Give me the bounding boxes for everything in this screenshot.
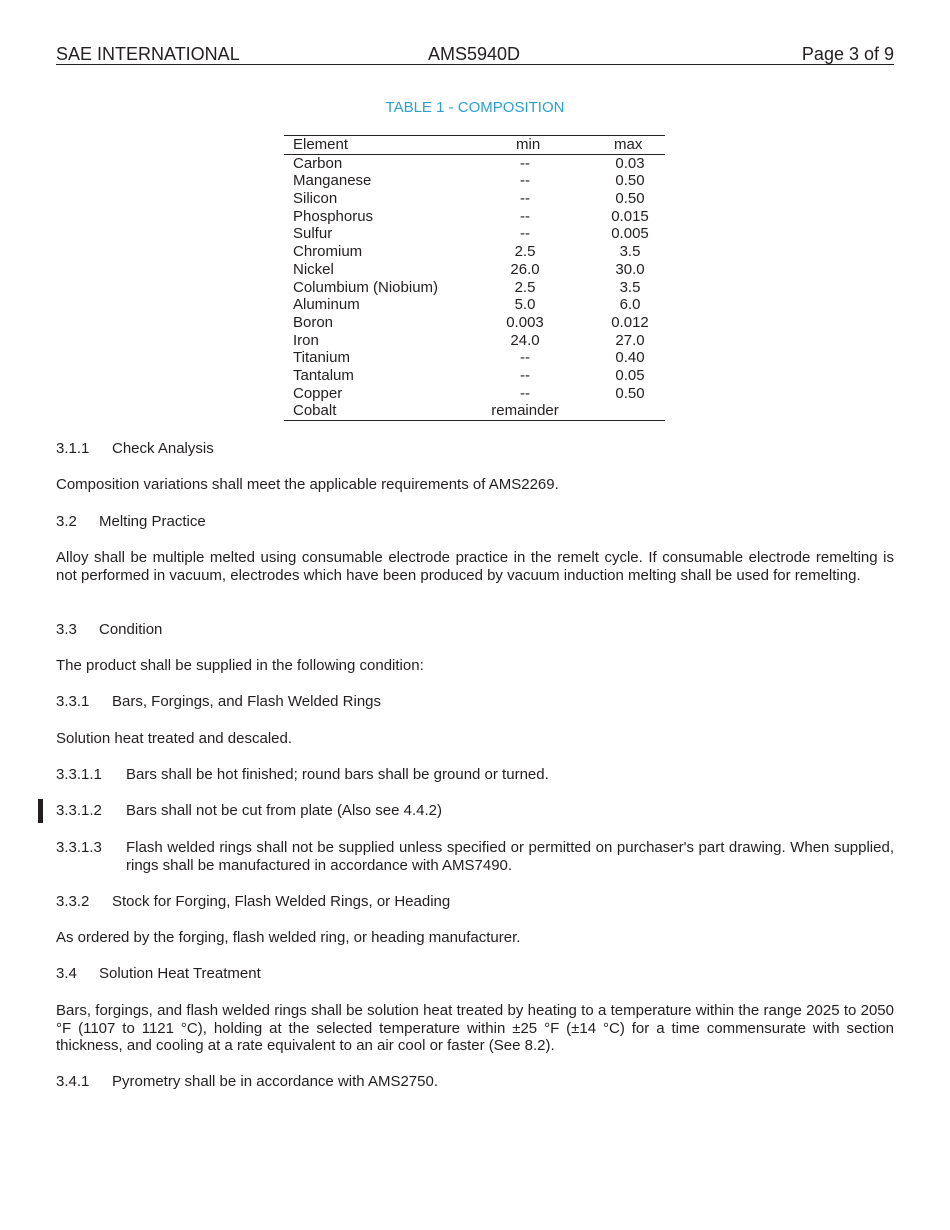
header-page-number: Page 3 of 9: [801, 44, 894, 64]
section-title: Solution Heat Treatment: [99, 965, 261, 982]
section-3-3-1-3: [56, 839, 894, 875]
cell-element: Aluminum: [293, 296, 360, 314]
section-3-3-1-2: [56, 802, 894, 820]
cell-max: 0.50: [615, 172, 645, 190]
table-row: [284, 385, 665, 403]
section-title: Bars, Forgings, and Flash Welded Rings: [112, 693, 382, 710]
cell-element: Sulfur: [293, 225, 333, 243]
section-title: Condition: [99, 621, 163, 638]
table-row: [284, 225, 665, 243]
section-3-3-heading: [56, 621, 894, 639]
cell-element: Manganese: [293, 172, 372, 190]
paragraph-3-4: Bars, forgings, and flash welded rings shall be solution heat treated by heating to a temperature within the range 2025 to 2050 °F (1107 to 1121 °C), holding at the selected temperature within ±25 °F (±14 °C) for a time commensurate with section thickness, and cooling at a rate equivalent to an air cool or faster (See 8.2).: [56, 1002, 894, 1055]
section-3-3-1-heading: [56, 693, 894, 711]
cell-min: 2.5: [514, 243, 536, 261]
table-row: [284, 190, 665, 208]
column-header-max: max: [614, 136, 643, 153]
cell-min: --: [520, 154, 530, 172]
cell-max: 0.05: [615, 366, 645, 384]
cell-min: 0.003: [506, 313, 544, 331]
cell-element: Cobalt: [293, 402, 337, 420]
page-header: [56, 44, 894, 65]
cell-min: 5.0: [514, 296, 536, 314]
paragraph-3-3-1: Solution heat treated and descaled.: [56, 730, 293, 747]
section-3-3-2-heading: [56, 893, 894, 911]
section-3-4-heading: [56, 965, 894, 983]
revision-change-bar: [38, 799, 43, 823]
section-text: Flash welded rings shall not be supplied unless specified or permitted on purchaser's part drawing. When supplied, rings shall be manufactured in accordance with AMS7490.: [126, 839, 894, 874]
cell-min: --: [520, 349, 530, 367]
header-organization: SAE INTERNATIONAL: [56, 44, 240, 64]
column-header-min: min: [516, 136, 541, 153]
header-document-number: AMS5940D: [428, 44, 521, 64]
section-3-2-heading: [56, 513, 894, 531]
table-row: [284, 172, 665, 190]
cell-element: Titanium: [293, 349, 350, 367]
section-title: Stock for Forging, Flash Welded Rings, or Heading: [112, 893, 451, 910]
cell-min: remainder: [491, 402, 559, 420]
section-number: 3.3.1: [56, 693, 90, 710]
table-row: [284, 349, 665, 367]
paragraph-3-3: The product shall be supplied in the following condition:: [56, 657, 424, 674]
table-row: [284, 314, 665, 332]
table-row: [284, 402, 665, 420]
section-number: 3.2: [56, 513, 77, 530]
section-number: 3.4: [56, 965, 77, 982]
composition-table: [284, 135, 665, 421]
paragraph-3-2: Alloy shall be multiple melted using consumable electrode practice in the remelt cycle. If consumable electrode remelting is not performed in vacuum, electrodes which have been produced by vacuum induction melting shall be used for remelting.: [56, 549, 894, 584]
cell-min: 26.0: [510, 260, 540, 278]
paragraph-3-3-2: As ordered by the forging, flash welded ring, or heading manufacturer.: [56, 929, 521, 946]
cell-min: --: [520, 384, 530, 402]
cell-min: --: [520, 190, 530, 208]
section-3-3-1-1: [56, 766, 894, 784]
cell-max: 6.0: [619, 296, 641, 314]
section-number: 3.3.1.2: [56, 802, 102, 819]
table-row: [284, 332, 665, 350]
section-number: 3.1.1: [56, 440, 90, 457]
cell-element: Carbon: [293, 154, 343, 172]
section-number: 3.3.1.1: [56, 766, 102, 783]
cell-min: --: [520, 225, 530, 243]
section-title: Check Analysis: [112, 440, 214, 457]
cell-max: 0.50: [615, 190, 645, 208]
section-text: Bars shall be hot finished; round bars shall be ground or turned.: [126, 766, 549, 783]
cell-min: 24.0: [510, 331, 540, 349]
cell-element: Phosphorus: [293, 207, 374, 225]
column-header-element: Element: [293, 136, 349, 153]
cell-max: 0.40: [615, 349, 645, 367]
cell-max: 0.50: [615, 384, 645, 402]
cell-min: --: [520, 207, 530, 225]
cell-max: 0.005: [611, 225, 649, 243]
table-body: [284, 155, 665, 420]
table-header-row: [284, 136, 665, 155]
table-row: [284, 261, 665, 279]
table-row: [284, 208, 665, 226]
section-title: Melting Practice: [99, 513, 206, 530]
cell-element: Iron: [293, 331, 319, 349]
table-title: TABLE 1 - COMPOSITION: [385, 99, 565, 116]
cell-min: --: [520, 366, 530, 384]
table-row: [284, 279, 665, 297]
section-3-4-1: [56, 1073, 894, 1091]
table-row: [284, 155, 665, 173]
cell-element: Copper: [293, 384, 343, 402]
cell-min: --: [520, 172, 530, 190]
section-text: Pyrometry shall be in accordance with AMS2750.: [112, 1073, 438, 1090]
section-3-1-1-heading: [56, 440, 894, 458]
cell-element: Chromium: [293, 243, 363, 261]
table-row: [284, 243, 665, 261]
cell-element: Nickel: [293, 260, 334, 278]
cell-element: Columbium (Niobium): [293, 278, 439, 296]
paragraph-3-1-1: Composition variations shall meet the applicable requirements of AMS2269.: [56, 476, 559, 493]
cell-max: 0.015: [611, 207, 649, 225]
section-number: 3.3.2: [56, 893, 90, 910]
cell-max: 27.0: [615, 331, 645, 349]
cell-max: 0.012: [611, 313, 649, 331]
cell-max: 3.5: [619, 278, 641, 296]
section-number: 3.4.1: [56, 1073, 90, 1090]
cell-element: Tantalum: [293, 366, 354, 384]
table-row: [284, 296, 665, 314]
cell-element: Silicon: [293, 190, 338, 208]
section-number: 3.3.1.3: [56, 839, 102, 856]
section-number: 3.3: [56, 621, 77, 638]
cell-max: 3.5: [619, 243, 641, 261]
cell-element: Boron: [293, 313, 334, 331]
cell-max: 30.0: [615, 260, 645, 278]
section-text: Bars shall not be cut from plate (Also see 4.4.2): [126, 802, 442, 819]
cell-min: 2.5: [514, 278, 536, 296]
table-row: [284, 367, 665, 385]
cell-max: 0.03: [615, 154, 645, 172]
